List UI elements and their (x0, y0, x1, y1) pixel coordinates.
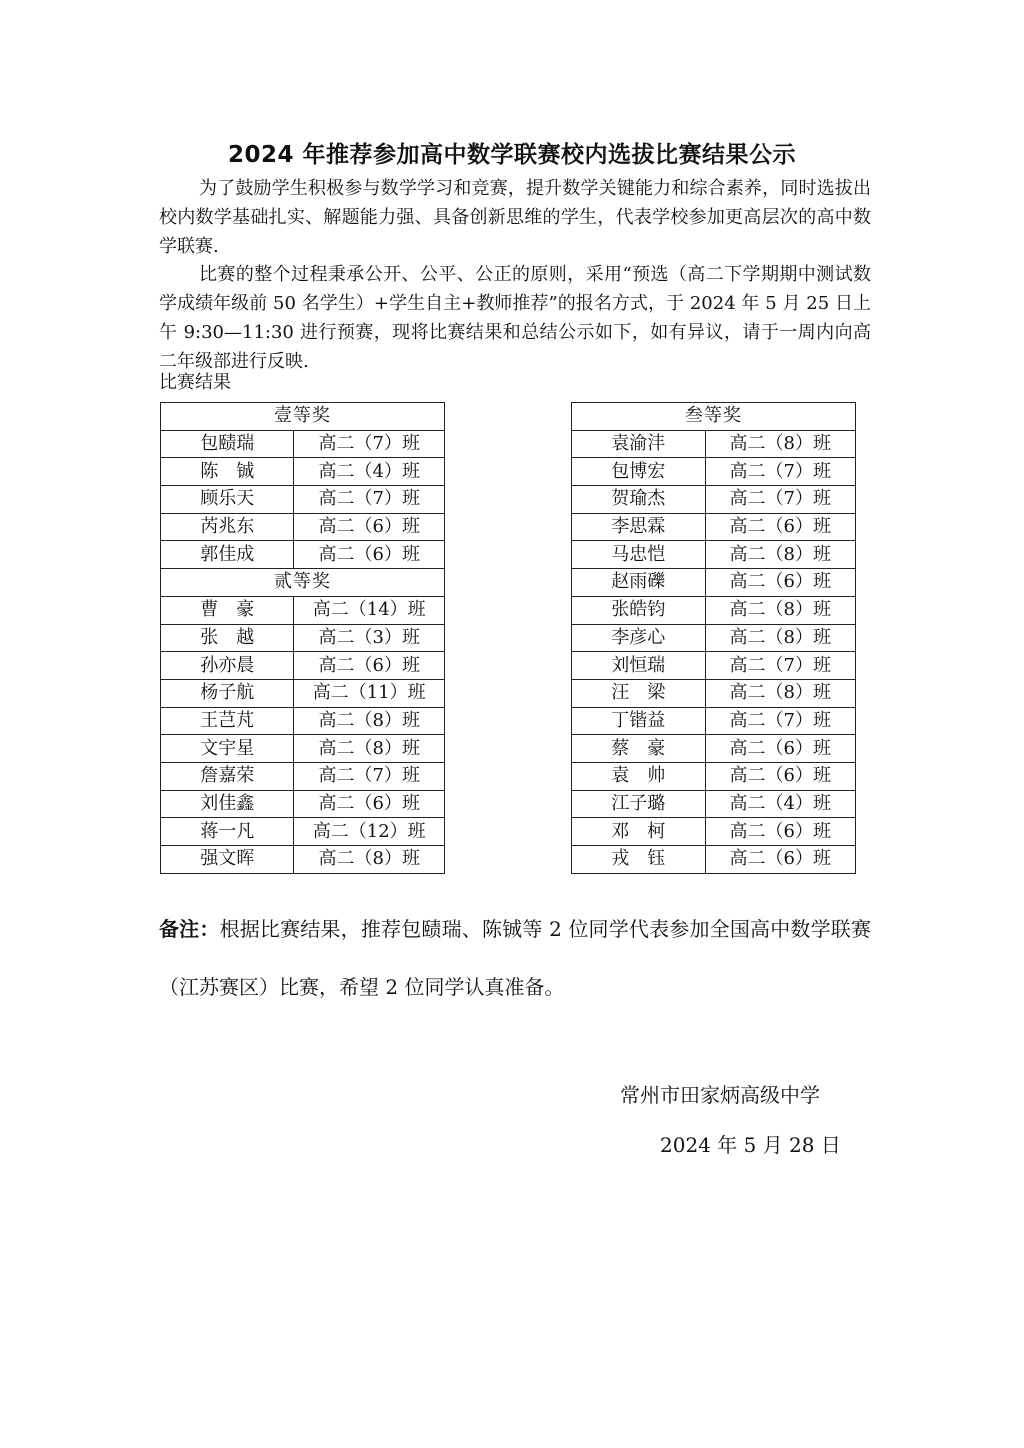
student-name: 蒋一凡 (161, 818, 294, 846)
student-name: 刘佳鑫 (161, 790, 294, 818)
signature-date: 2024 年 5 月 28 日 (660, 1133, 841, 1157)
student-name: 蔡 豪 (572, 735, 706, 763)
student-class: 高二（4）班 (705, 790, 855, 818)
table-row (572, 762, 856, 790)
table-row (161, 652, 445, 680)
student-class: 高二（8）班 (705, 679, 855, 707)
table-row (161, 513, 445, 541)
student-class: 高二（14）班 (294, 596, 445, 624)
table-row (572, 430, 856, 458)
table-row (572, 707, 856, 735)
table-row (572, 846, 856, 874)
student-name: 邓 柯 (572, 818, 706, 846)
student-class: 高二（6）班 (294, 541, 445, 569)
student-class: 高二（7）班 (294, 486, 445, 514)
student-name: 强文晖 (161, 846, 294, 874)
student-class: 高二（8）班 (294, 735, 445, 763)
student-name: 江子璐 (572, 790, 706, 818)
student-class: 高二（6）班 (705, 846, 855, 874)
student-class: 高二（6）班 (294, 652, 445, 680)
student-name: 戎 钰 (572, 846, 706, 874)
student-name: 李彦心 (572, 624, 706, 652)
table-row (161, 596, 445, 624)
table-row (572, 624, 856, 652)
table-row (161, 679, 445, 707)
student-name: 郭佳成 (161, 541, 294, 569)
table-row (161, 486, 445, 514)
student-class: 高二（6）班 (705, 569, 855, 597)
student-name: 刘恒瑞 (572, 652, 706, 680)
student-name: 曹 豪 (161, 596, 294, 624)
table-row (572, 679, 856, 707)
student-class: 高二（7）班 (294, 430, 445, 458)
table-row (161, 846, 445, 874)
student-class: 高二（7）班 (705, 707, 855, 735)
student-name: 李思霖 (572, 513, 706, 541)
table-row (572, 818, 856, 846)
student-name: 孙亦晨 (161, 652, 294, 680)
signature-school: 常州市田家炳高级中学 (620, 1083, 820, 1107)
student-class: 高二（8）班 (705, 541, 855, 569)
table-row (572, 790, 856, 818)
student-class: 高二（8）班 (705, 624, 855, 652)
table-row (161, 762, 445, 790)
table-row (161, 624, 445, 652)
student-name: 张 越 (161, 624, 294, 652)
award-heading: 叁等奖 (572, 403, 856, 431)
student-class: 高二（6）班 (294, 790, 445, 818)
table-row (161, 818, 445, 846)
remark-text: 根据比赛结果，推荐包赜瑞、陈铖等 2 位同学代表参加全国高中数学联赛（江苏赛区）比赛，希望 2 位同学认真准备。 (159, 917, 871, 999)
award-heading: 壹等奖 (161, 403, 445, 431)
table-row (161, 707, 445, 735)
process-paragraph: 比赛的整个过程秉承公开、公平、公正的原则，采用“预选（高二下学期期中测试数学成绩年级前 50 名学生）+学生自主+教师推荐”的报名方式，于 2024 年 5 月 25 日上午 9:30—11:30 进行预赛，现将比赛结果和总结公示如下，如有异议，请于一周内向高二年级部进行反映. (159, 264, 871, 372)
table-row (161, 458, 445, 486)
award-heading-row (161, 403, 445, 431)
student-name: 袁 帅 (572, 762, 706, 790)
student-name: 文宇星 (161, 735, 294, 763)
table-row (572, 458, 856, 486)
student-name: 詹嘉荣 (161, 762, 294, 790)
student-class: 高二（8）班 (705, 596, 855, 624)
award-heading-row (572, 403, 856, 431)
table-row (572, 596, 856, 624)
table-row (161, 735, 445, 763)
student-name: 赵雨礫 (572, 569, 706, 597)
student-class: 高二（8）班 (294, 846, 445, 874)
table-row (161, 790, 445, 818)
student-name: 王芑芃 (161, 707, 294, 735)
table-row (572, 652, 856, 680)
student-name: 汪 梁 (572, 679, 706, 707)
table-row (572, 486, 856, 514)
student-name: 张皓钧 (572, 596, 706, 624)
table-row (572, 541, 856, 569)
student-class: 高二（6）班 (705, 762, 855, 790)
student-class: 高二（3）班 (294, 624, 445, 652)
award-heading: 贰等奖 (161, 569, 445, 597)
student-class: 高二（6）班 (705, 735, 855, 763)
student-name: 包博宏 (572, 458, 706, 486)
student-name: 芮兆东 (161, 513, 294, 541)
table-row (572, 735, 856, 763)
award-heading-row (161, 569, 445, 597)
results-label: 比赛结果 (159, 372, 231, 393)
student-name: 袁渝沣 (572, 430, 706, 458)
remark-note (159, 900, 871, 1016)
table-row (161, 430, 445, 458)
table-row (572, 513, 856, 541)
third-award-table (571, 402, 856, 874)
student-class: 高二（6）班 (705, 818, 855, 846)
student-name: 贺瑜杰 (572, 486, 706, 514)
student-class: 高二（8）班 (705, 430, 855, 458)
remark-label: 备注： (159, 917, 220, 941)
first-second-award-table (160, 402, 445, 874)
student-class: 高二（11）班 (294, 679, 445, 707)
student-class: 高二（7）班 (705, 458, 855, 486)
student-class: 高二（12）班 (294, 818, 445, 846)
student-name: 丁锴益 (572, 707, 706, 735)
page-title: 2024 年推荐参加高中数学联赛校内选拔比赛结果公示 (227, 142, 797, 168)
student-class: 高二（8）班 (294, 707, 445, 735)
student-class: 高二（7）班 (294, 762, 445, 790)
student-class: 高二（7）班 (705, 486, 855, 514)
student-name: 包赜瑞 (161, 430, 294, 458)
student-name: 马忠恺 (572, 541, 706, 569)
table-row (161, 541, 445, 569)
student-class: 高二（6）班 (294, 513, 445, 541)
student-class: 高二（7）班 (705, 652, 855, 680)
student-class: 高二（4）班 (294, 458, 445, 486)
student-name: 杨子航 (161, 679, 294, 707)
table-row (572, 569, 856, 597)
intro-paragraph: 为了鼓励学生积极参与数学学习和竞赛，提升数学关键能力和综合素养，同时选拔出校内数学基础扎实、解题能力强、具备创新思维的学生，代表学校参加更高层次的高中数学联赛. (159, 178, 871, 257)
student-class: 高二（6）班 (705, 513, 855, 541)
student-name: 陈 铖 (161, 458, 294, 486)
student-name: 顾乐天 (161, 486, 294, 514)
